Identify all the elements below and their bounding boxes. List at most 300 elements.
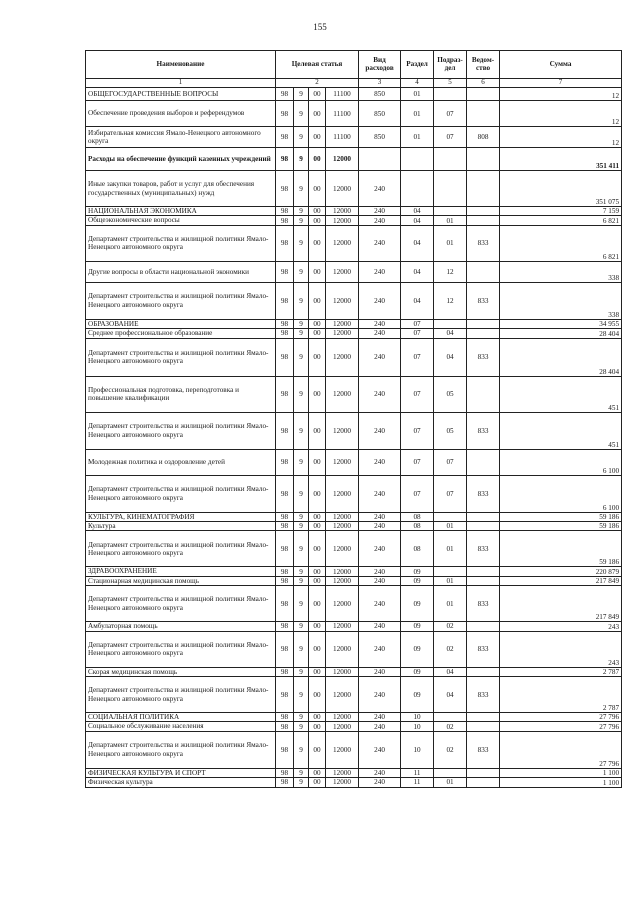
target-code-4: 12000	[326, 522, 359, 531]
expense-type-cell: 240	[359, 319, 401, 328]
target-code-3: 00	[309, 207, 326, 216]
table-row	[86, 586, 622, 622]
sum-cell: 351 411	[500, 148, 622, 171]
sum-cell: 28 404	[500, 338, 622, 376]
department-cell	[467, 722, 500, 731]
expense-type-cell: 850	[359, 88, 401, 101]
sum-cell: 28 404	[500, 329, 622, 338]
section-cell: 07	[401, 449, 434, 475]
col-number: 2	[276, 79, 359, 88]
target-code-2: 9	[294, 778, 309, 787]
row-name: Иные закупки товаров, работ и услуг для обеспечения государственных (муниципальных) нужд	[86, 171, 276, 207]
target-code-2: 9	[294, 768, 309, 777]
subsection-cell: 01	[434, 576, 467, 585]
row-name: КУЛЬТУРА, КИНЕМАТОГРАФИЯ	[86, 512, 276, 521]
header-name: Наименование	[86, 51, 276, 79]
target-code-1: 98	[276, 768, 294, 777]
target-code-3: 00	[309, 101, 326, 127]
target-code-3: 00	[309, 677, 326, 713]
target-code-3: 00	[309, 475, 326, 512]
department-cell	[467, 713, 500, 722]
department-cell	[467, 622, 500, 631]
target-code-3: 00	[309, 282, 326, 319]
department-cell: 833	[467, 412, 500, 449]
department-cell	[467, 171, 500, 207]
col-number: 3	[359, 79, 401, 88]
target-code-1: 98	[276, 216, 294, 225]
row-name: Избирательная комиссия Ямало-Ненецкого автономного округа	[86, 127, 276, 148]
subsection-cell: 02	[434, 731, 467, 768]
department-cell	[467, 667, 500, 676]
subsection-cell: 01	[434, 225, 467, 261]
col-number: 6	[467, 79, 500, 88]
department-cell	[467, 376, 500, 412]
expense-type-cell: 240	[359, 567, 401, 576]
col-number: 1	[86, 79, 276, 88]
sum-cell: 6 821	[500, 216, 622, 225]
table-row	[86, 475, 622, 512]
expense-type-cell: 240	[359, 768, 401, 777]
sum-cell: 217 849	[500, 576, 622, 585]
target-code-4: 12000	[326, 667, 359, 676]
expense-type-cell: 240	[359, 576, 401, 585]
target-code-4: 12000	[326, 282, 359, 319]
target-code-2: 9	[294, 677, 309, 713]
target-code-3: 00	[309, 148, 326, 171]
target-code-4: 12000	[326, 475, 359, 512]
section-cell: 07	[401, 338, 434, 376]
target-code-3: 00	[309, 329, 326, 338]
table-row	[86, 88, 622, 101]
department-cell	[467, 567, 500, 576]
target-code-1: 98	[276, 319, 294, 328]
subsection-cell: 01	[434, 531, 467, 567]
target-code-1: 98	[276, 338, 294, 376]
table-row	[86, 677, 622, 713]
subsection-cell	[434, 171, 467, 207]
target-code-2: 9	[294, 667, 309, 676]
subsection-cell: 01	[434, 216, 467, 225]
target-code-2: 9	[294, 216, 309, 225]
department-cell	[467, 88, 500, 101]
target-code-4: 12000	[326, 531, 359, 567]
department-cell: 833	[467, 338, 500, 376]
target-code-4: 12000	[326, 338, 359, 376]
target-code-1: 98	[276, 148, 294, 171]
table-row	[86, 531, 622, 567]
row-name: Профессиональная подготовка, переподготовка и повышение квалификации	[86, 376, 276, 412]
expense-type-cell: 240	[359, 225, 401, 261]
target-code-4: 12000	[326, 207, 359, 216]
expense-type-cell: 240	[359, 631, 401, 667]
target-code-1: 98	[276, 207, 294, 216]
target-code-4: 12000	[326, 677, 359, 713]
sum-cell: 243	[500, 631, 622, 667]
header-department: Ведом-ство	[467, 51, 500, 79]
section-cell: 08	[401, 512, 434, 521]
subsection-cell: 05	[434, 412, 467, 449]
section-cell: 09	[401, 631, 434, 667]
table-row	[86, 449, 622, 475]
department-cell: 833	[467, 586, 500, 622]
department-cell	[467, 768, 500, 777]
target-code-2: 9	[294, 731, 309, 768]
subsection-cell: 07	[434, 101, 467, 127]
row-name: Департамент строительства и жилищной политики Ямало-Ненецкого автономного округа	[86, 531, 276, 567]
target-code-2: 9	[294, 338, 309, 376]
department-cell	[467, 148, 500, 171]
target-code-3: 00	[309, 216, 326, 225]
section-cell	[401, 148, 434, 171]
target-code-3: 00	[309, 449, 326, 475]
department-cell: 833	[467, 225, 500, 261]
target-code-4: 11100	[326, 127, 359, 148]
target-code-3: 00	[309, 319, 326, 328]
expense-type-cell: 240	[359, 778, 401, 787]
target-code-1: 98	[276, 622, 294, 631]
target-code-4: 12000	[326, 722, 359, 731]
section-cell: 09	[401, 586, 434, 622]
section-cell: 09	[401, 677, 434, 713]
target-code-1: 98	[276, 412, 294, 449]
target-code-1: 98	[276, 586, 294, 622]
department-cell: 833	[467, 631, 500, 667]
target-code-1: 98	[276, 329, 294, 338]
table-row	[86, 101, 622, 127]
target-code-1: 98	[276, 667, 294, 676]
subsection-cell: 07	[434, 449, 467, 475]
target-code-2: 9	[294, 127, 309, 148]
header-section: Раздел	[401, 51, 434, 79]
table-row	[86, 171, 622, 207]
subsection-cell	[434, 88, 467, 101]
table-row	[86, 631, 622, 667]
target-code-2: 9	[294, 586, 309, 622]
target-code-3: 00	[309, 567, 326, 576]
col-number: 4	[401, 79, 434, 88]
sum-cell: 27 796	[500, 722, 622, 731]
subsection-cell: 01	[434, 522, 467, 531]
expense-type-cell: 240	[359, 216, 401, 225]
expense-type-cell: 240	[359, 338, 401, 376]
sum-cell: 59 186	[500, 512, 622, 521]
expense-type-cell: 240	[359, 731, 401, 768]
target-code-1: 98	[276, 522, 294, 531]
target-code-4: 12000	[326, 261, 359, 282]
sum-cell: 12	[500, 127, 622, 148]
target-code-4: 12000	[326, 731, 359, 768]
sum-cell: 1 100	[500, 768, 622, 777]
department-cell	[467, 512, 500, 521]
subsection-cell: 02	[434, 631, 467, 667]
expense-type-cell: 240	[359, 475, 401, 512]
page-number: 155	[313, 22, 327, 32]
table-row	[86, 148, 622, 171]
target-code-1: 98	[276, 531, 294, 567]
table-row	[86, 522, 622, 531]
expense-type-cell: 240	[359, 412, 401, 449]
target-code-3: 00	[309, 127, 326, 148]
row-name: ФИЗИЧЕСКАЯ КУЛЬТУРА И СПОРТ	[86, 768, 276, 777]
row-name: Социальное обслуживание населения	[86, 722, 276, 731]
table-row	[86, 225, 622, 261]
expense-type-cell: 240	[359, 329, 401, 338]
target-code-3: 00	[309, 171, 326, 207]
expense-type-cell: 240	[359, 522, 401, 531]
table-row	[86, 713, 622, 722]
target-code-4: 12000	[326, 225, 359, 261]
row-name: Физическая культура	[86, 778, 276, 787]
department-cell	[467, 329, 500, 338]
table-row	[86, 731, 622, 768]
target-code-3: 00	[309, 722, 326, 731]
target-code-1: 98	[276, 127, 294, 148]
target-code-3: 00	[309, 338, 326, 376]
header-row	[86, 51, 622, 79]
target-code-2: 9	[294, 567, 309, 576]
target-code-2: 9	[294, 101, 309, 127]
target-code-2: 9	[294, 171, 309, 207]
target-code-1: 98	[276, 677, 294, 713]
target-code-3: 00	[309, 622, 326, 631]
target-code-2: 9	[294, 319, 309, 328]
sum-cell: 338	[500, 282, 622, 319]
row-name: Департамент строительства и жилищной политики Ямало-Ненецкого автономного округа	[86, 475, 276, 512]
row-name: ОБРАЗОВАНИЕ	[86, 319, 276, 328]
subsection-cell	[434, 768, 467, 777]
target-code-4: 12000	[326, 778, 359, 787]
table-row	[86, 376, 622, 412]
section-cell: 04	[401, 261, 434, 282]
subsection-cell: 01	[434, 778, 467, 787]
table-row	[86, 319, 622, 328]
expense-type-cell: 240	[359, 677, 401, 713]
department-cell: 833	[467, 677, 500, 713]
row-name: Среднее профессиональное образование	[86, 329, 276, 338]
target-code-2: 9	[294, 449, 309, 475]
target-code-2: 9	[294, 148, 309, 171]
sum-cell: 217 849	[500, 586, 622, 622]
target-code-2: 9	[294, 722, 309, 731]
table-row	[86, 512, 622, 521]
target-code-4: 12000	[326, 631, 359, 667]
target-code-4: 12000	[326, 622, 359, 631]
subsection-cell: 02	[434, 722, 467, 731]
table-row	[86, 261, 622, 282]
target-code-3: 00	[309, 713, 326, 722]
row-name: Стационарная медицинская помощь	[86, 576, 276, 585]
subsection-cell: 07	[434, 475, 467, 512]
section-cell: 07	[401, 475, 434, 512]
target-code-2: 9	[294, 261, 309, 282]
target-code-3: 00	[309, 576, 326, 585]
section-cell: 09	[401, 567, 434, 576]
row-name: НАЦИОНАЛЬНАЯ ЭКОНОМИКА	[86, 207, 276, 216]
sum-cell: 34 955	[500, 319, 622, 328]
col-number: 5	[434, 79, 467, 88]
target-code-2: 9	[294, 622, 309, 631]
target-code-3: 00	[309, 778, 326, 787]
subsection-cell: 04	[434, 338, 467, 376]
department-cell	[467, 207, 500, 216]
target-code-1: 98	[276, 731, 294, 768]
target-code-4: 12000	[326, 329, 359, 338]
target-code-1: 98	[276, 376, 294, 412]
expense-type-cell: 240	[359, 512, 401, 521]
department-cell: 833	[467, 731, 500, 768]
table-row	[86, 778, 622, 787]
target-code-4: 12000	[326, 412, 359, 449]
sum-cell: 12	[500, 101, 622, 127]
target-code-2: 9	[294, 412, 309, 449]
sum-cell: 27 796	[500, 713, 622, 722]
target-code-2: 9	[294, 207, 309, 216]
expense-type-cell: 240	[359, 622, 401, 631]
expense-type-cell: 240	[359, 586, 401, 622]
target-code-2: 9	[294, 522, 309, 531]
department-cell	[467, 319, 500, 328]
row-name: Департамент строительства и жилищной политики Ямало-Ненецкого автономного округа	[86, 338, 276, 376]
target-code-2: 9	[294, 713, 309, 722]
sum-cell: 6 100	[500, 449, 622, 475]
expense-type-cell: 240	[359, 171, 401, 207]
section-cell: 08	[401, 522, 434, 531]
sum-cell: 2 787	[500, 677, 622, 713]
target-code-2: 9	[294, 88, 309, 101]
target-code-2: 9	[294, 225, 309, 261]
department-cell: 833	[467, 475, 500, 512]
target-code-3: 00	[309, 667, 326, 676]
row-name: СОЦИАЛЬНАЯ ПОЛИТИКА	[86, 713, 276, 722]
target-code-3: 00	[309, 531, 326, 567]
sum-cell: 451	[500, 376, 622, 412]
table-row	[86, 567, 622, 576]
target-code-1: 98	[276, 512, 294, 521]
section-cell: 09	[401, 667, 434, 676]
subsection-cell	[434, 512, 467, 521]
table-row	[86, 207, 622, 216]
target-code-2: 9	[294, 631, 309, 667]
target-code-1: 98	[276, 576, 294, 585]
sum-cell: 1 100	[500, 778, 622, 787]
target-code-4: 12000	[326, 319, 359, 328]
subsection-cell: 04	[434, 677, 467, 713]
target-code-3: 00	[309, 522, 326, 531]
subsection-cell: 07	[434, 127, 467, 148]
target-code-1: 98	[276, 88, 294, 101]
expense-type-cell	[359, 148, 401, 171]
target-code-2: 9	[294, 512, 309, 521]
subsection-cell	[434, 207, 467, 216]
section-cell: 08	[401, 531, 434, 567]
expense-type-cell: 240	[359, 282, 401, 319]
target-code-4: 12000	[326, 216, 359, 225]
subsection-cell	[434, 713, 467, 722]
target-code-4: 12000	[326, 148, 359, 171]
sum-cell: 59 186	[500, 522, 622, 531]
section-cell: 07	[401, 412, 434, 449]
sum-cell: 12	[500, 88, 622, 101]
subsection-cell: 12	[434, 261, 467, 282]
target-code-4: 11100	[326, 101, 359, 127]
subsection-cell	[434, 148, 467, 171]
table-row	[86, 667, 622, 676]
header-subsection: Подраз-дел	[434, 51, 467, 79]
target-code-1: 98	[276, 631, 294, 667]
section-cell: 09	[401, 576, 434, 585]
target-code-2: 9	[294, 475, 309, 512]
expense-type-cell: 240	[359, 722, 401, 731]
section-cell: 10	[401, 722, 434, 731]
department-cell	[467, 101, 500, 127]
target-code-4: 12000	[326, 376, 359, 412]
subsection-cell	[434, 319, 467, 328]
target-code-3: 00	[309, 512, 326, 521]
target-code-1: 98	[276, 261, 294, 282]
department-cell	[467, 449, 500, 475]
target-code-1: 98	[276, 713, 294, 722]
target-code-2: 9	[294, 282, 309, 319]
department-cell: 833	[467, 531, 500, 567]
section-cell: 04	[401, 207, 434, 216]
target-code-1: 98	[276, 225, 294, 261]
target-code-3: 00	[309, 412, 326, 449]
department-cell	[467, 216, 500, 225]
sum-cell: 338	[500, 261, 622, 282]
expense-type-cell: 240	[359, 207, 401, 216]
target-code-3: 00	[309, 88, 326, 101]
row-name: Другие вопросы в области национальной экономики	[86, 261, 276, 282]
table-row	[86, 622, 622, 631]
table-row	[86, 338, 622, 376]
expense-type-cell: 240	[359, 531, 401, 567]
row-name: Департамент строительства и жилищной политики Ямало-Ненецкого автономного округа	[86, 631, 276, 667]
target-code-1: 98	[276, 282, 294, 319]
subsection-cell: 04	[434, 667, 467, 676]
row-name: Департамент строительства и жилищной политики Ямало-Ненецкого автономного округа	[86, 282, 276, 319]
sum-cell: 7 159	[500, 207, 622, 216]
target-code-4: 12000	[326, 576, 359, 585]
row-name: Расходы на обеспечение функций казенных учреждений	[86, 148, 276, 171]
row-name: Культура	[86, 522, 276, 531]
section-cell: 04	[401, 225, 434, 261]
col-number: 7	[500, 79, 622, 88]
target-code-4: 11100	[326, 88, 359, 101]
subsection-cell: 01	[434, 586, 467, 622]
row-name: Общеэкономические вопросы	[86, 216, 276, 225]
header-target: Целевая статья	[276, 51, 359, 79]
column-number-row	[86, 79, 622, 88]
sum-cell: 243	[500, 622, 622, 631]
section-cell: 10	[401, 713, 434, 722]
target-code-4: 12000	[326, 512, 359, 521]
budget-table	[85, 50, 622, 788]
subsection-cell: 05	[434, 376, 467, 412]
target-code-3: 00	[309, 631, 326, 667]
section-cell: 09	[401, 622, 434, 631]
row-name: Департамент строительства и жилищной политики Ямало-Ненецкого автономного округа	[86, 731, 276, 768]
section-cell: 01	[401, 127, 434, 148]
expense-type-cell: 240	[359, 713, 401, 722]
table-row	[86, 329, 622, 338]
target-code-2: 9	[294, 376, 309, 412]
subsection-cell: 02	[434, 622, 467, 631]
target-code-2: 9	[294, 531, 309, 567]
department-cell: 833	[467, 282, 500, 319]
sum-cell: 451	[500, 412, 622, 449]
table-row	[86, 722, 622, 731]
target-code-1: 98	[276, 171, 294, 207]
